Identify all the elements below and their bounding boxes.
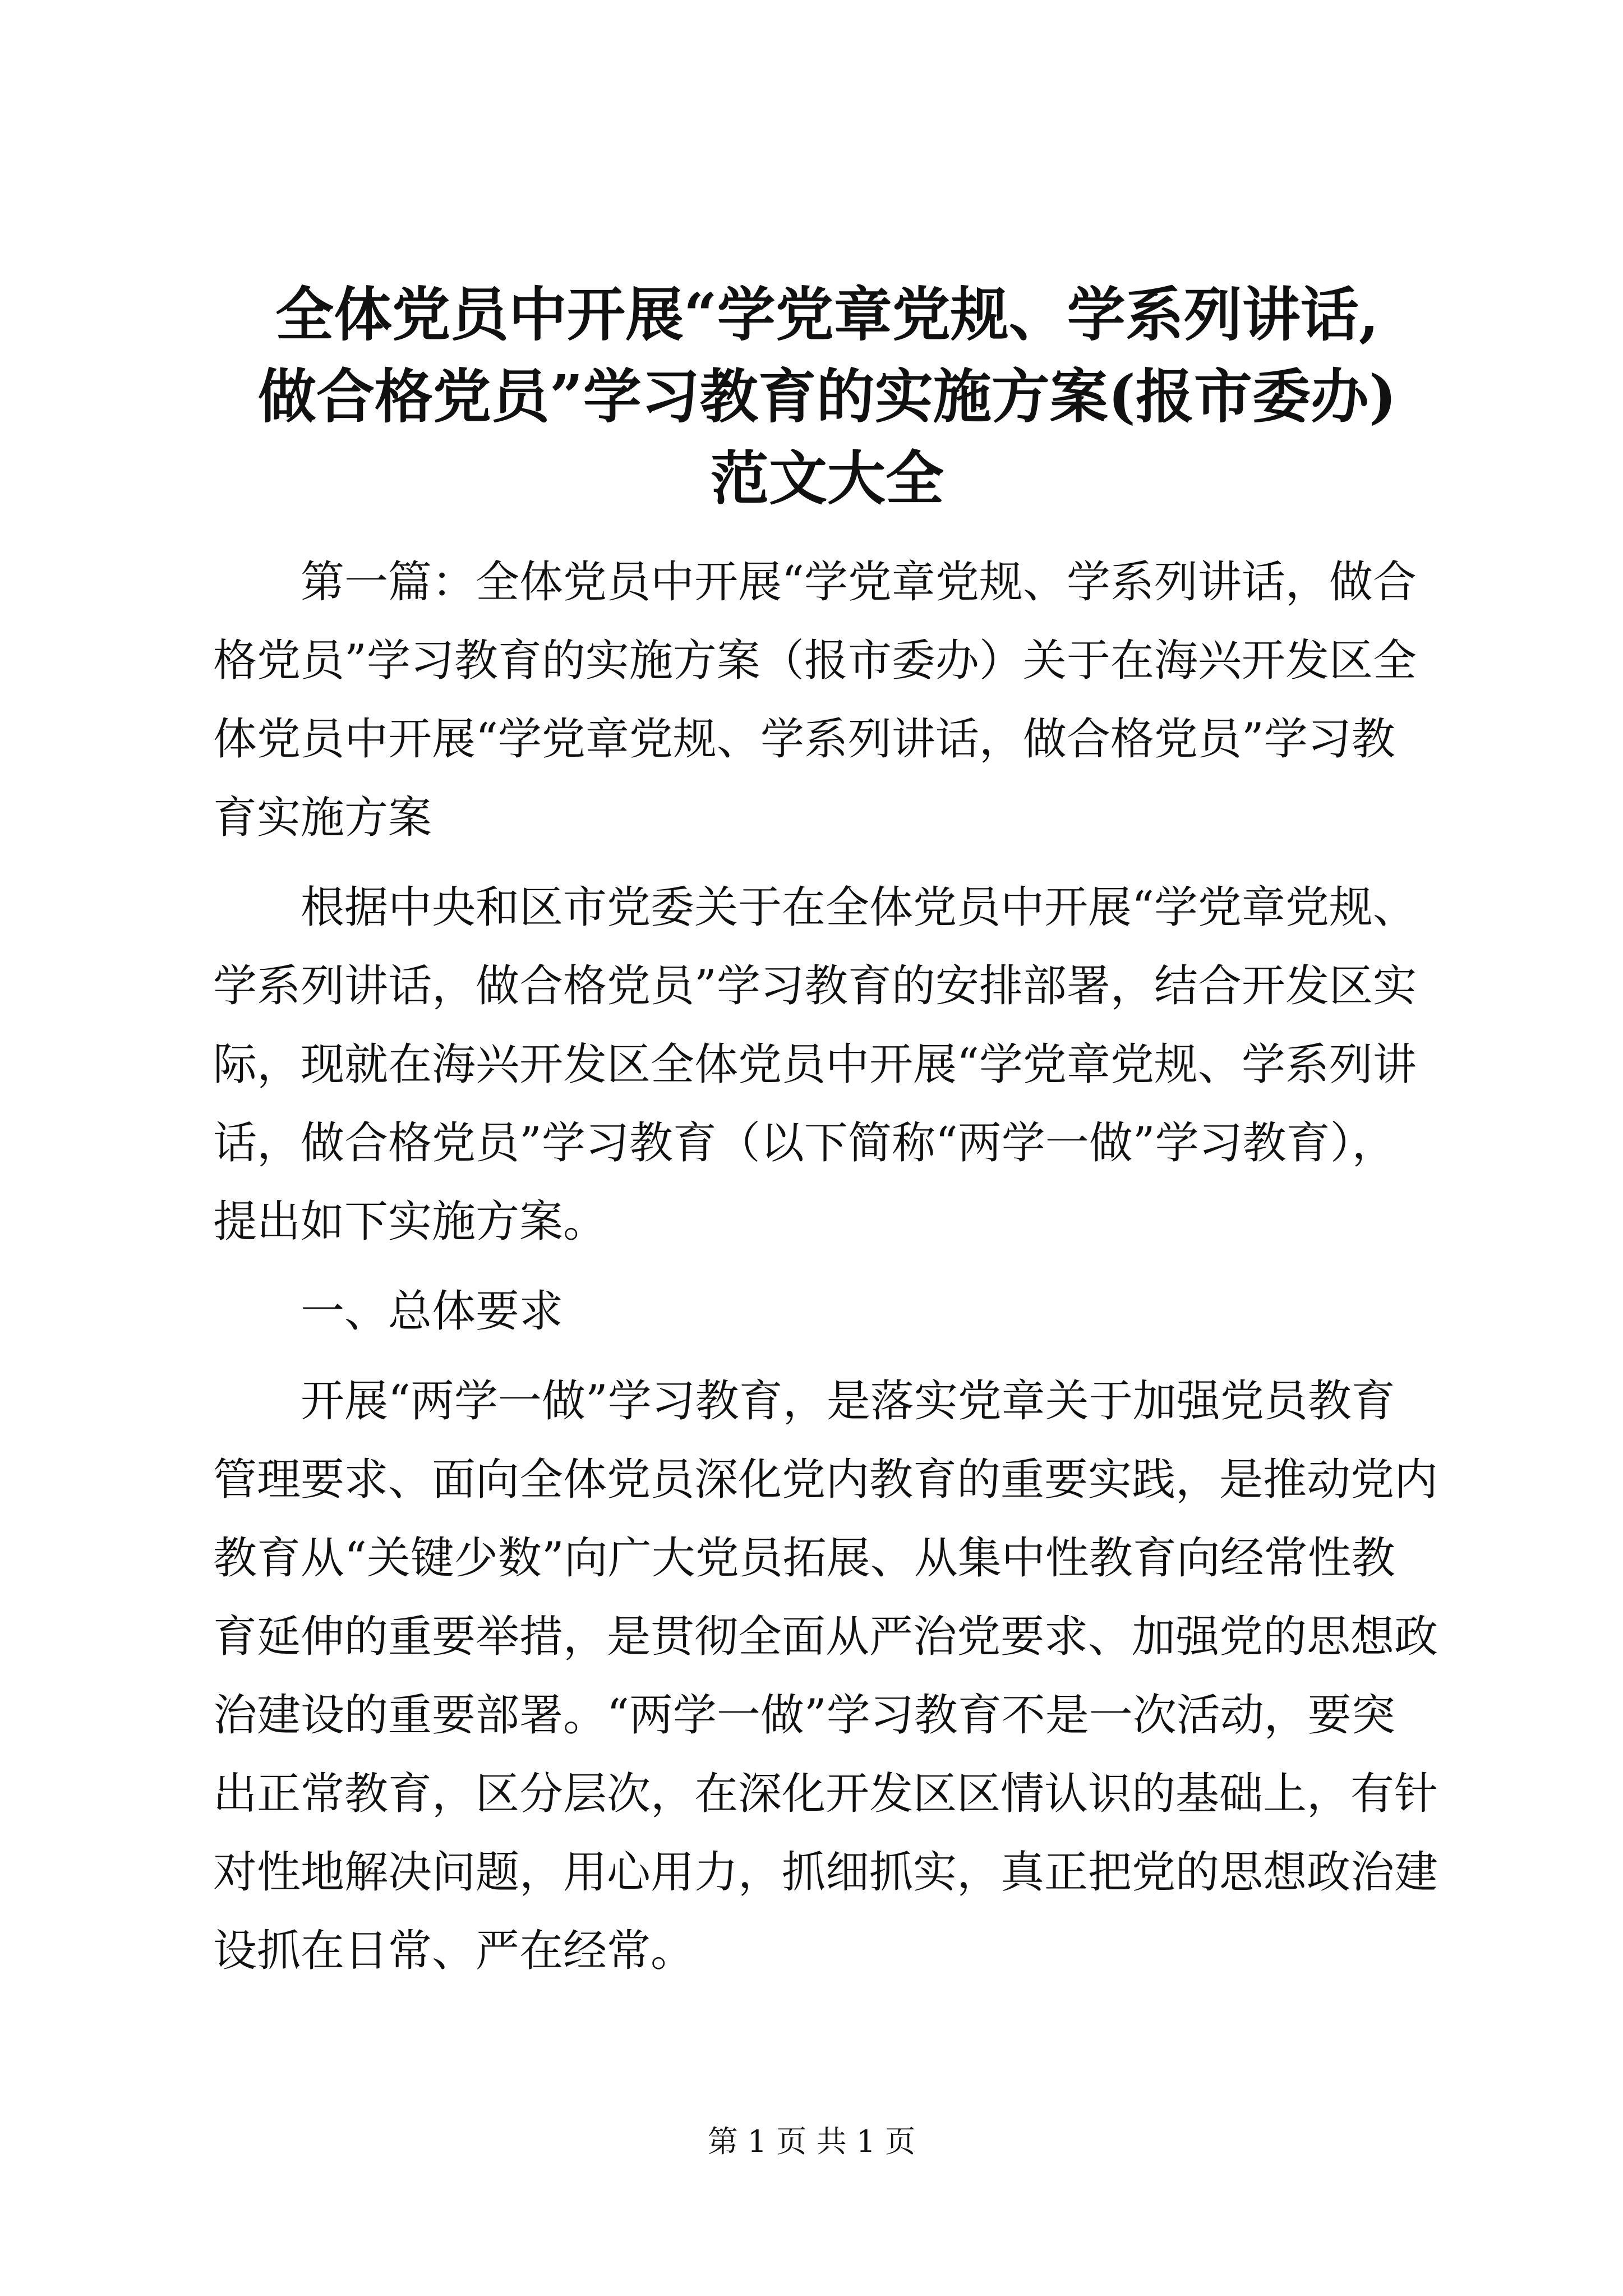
body-line: 根据中央和区市党委关于在全体党员中开展“学党章党规、 bbox=[301, 882, 1417, 933]
body-line: 提出如下实施方案。 bbox=[213, 1197, 607, 1247]
body-line: 格党员”学习教育的实施方案（报市委办）关于在海兴开发区全 bbox=[213, 636, 1417, 686]
body-line: 第一篇：全体党员中开展“学党章党规、学系列讲话，做合 bbox=[301, 557, 1417, 608]
title-line-2: 做合格党员”学习教育的实施方案(报市委办) bbox=[257, 362, 1397, 431]
body-line: 体党员中开展“学党章党规、学系列讲话，做合格党员”学习教 bbox=[213, 714, 1395, 765]
page-footer: 第 1 页 共 1 页 bbox=[707, 2124, 916, 2159]
body-line: 教育从“关键少数”向广大党员拓展、从集中性教育向经常性教 bbox=[213, 1533, 1395, 1584]
body-line: 设抓在日常、严在经常。 bbox=[213, 1926, 695, 1976]
body-line: 话，做合格党员”学习教育（以下简称“两学一做”学习教育）， bbox=[213, 1118, 1396, 1168]
body-line: 学系列讲话，做合格党员”学习教育的安排部署，结合开发区实 bbox=[213, 961, 1417, 1011]
body-line: 管理要求、面向全体党员深化党内教育的重要实践，是推动党内 bbox=[213, 1455, 1438, 1505]
body-line: 际，现就在海兴开发区全体党员中开展“学党章党规、学系列讲 bbox=[213, 1039, 1417, 1090]
document-title bbox=[213, 274, 1441, 519]
body-line: 出正常教育，区分层次，在深化开发区区情认识的基础上，有针 bbox=[213, 1769, 1438, 1819]
body-line: 对性地解决问题，用心用力，抓细抓实，真正把党的思想政治建 bbox=[213, 1847, 1438, 1898]
body-line: 治建设的重要部署。“两学一做”学习教育不是一次活动，要突 bbox=[213, 1690, 1395, 1741]
body-line: 开展“两学一做”学习教育，是落实党章关于加强党员教育 bbox=[301, 1376, 1395, 1427]
section-heading: 一、总体要求 bbox=[301, 1286, 564, 1337]
title-line-1: 全体党员中开展“学党章党规、学系列讲话, bbox=[275, 280, 1380, 349]
body-line: 育延伸的重要举措，是贯彻全面从严治党要求、加强党的思想政 bbox=[213, 1612, 1438, 1662]
body-line: 育实施方案 bbox=[213, 793, 432, 843]
title-line-3: 范文大全 bbox=[710, 444, 944, 513]
